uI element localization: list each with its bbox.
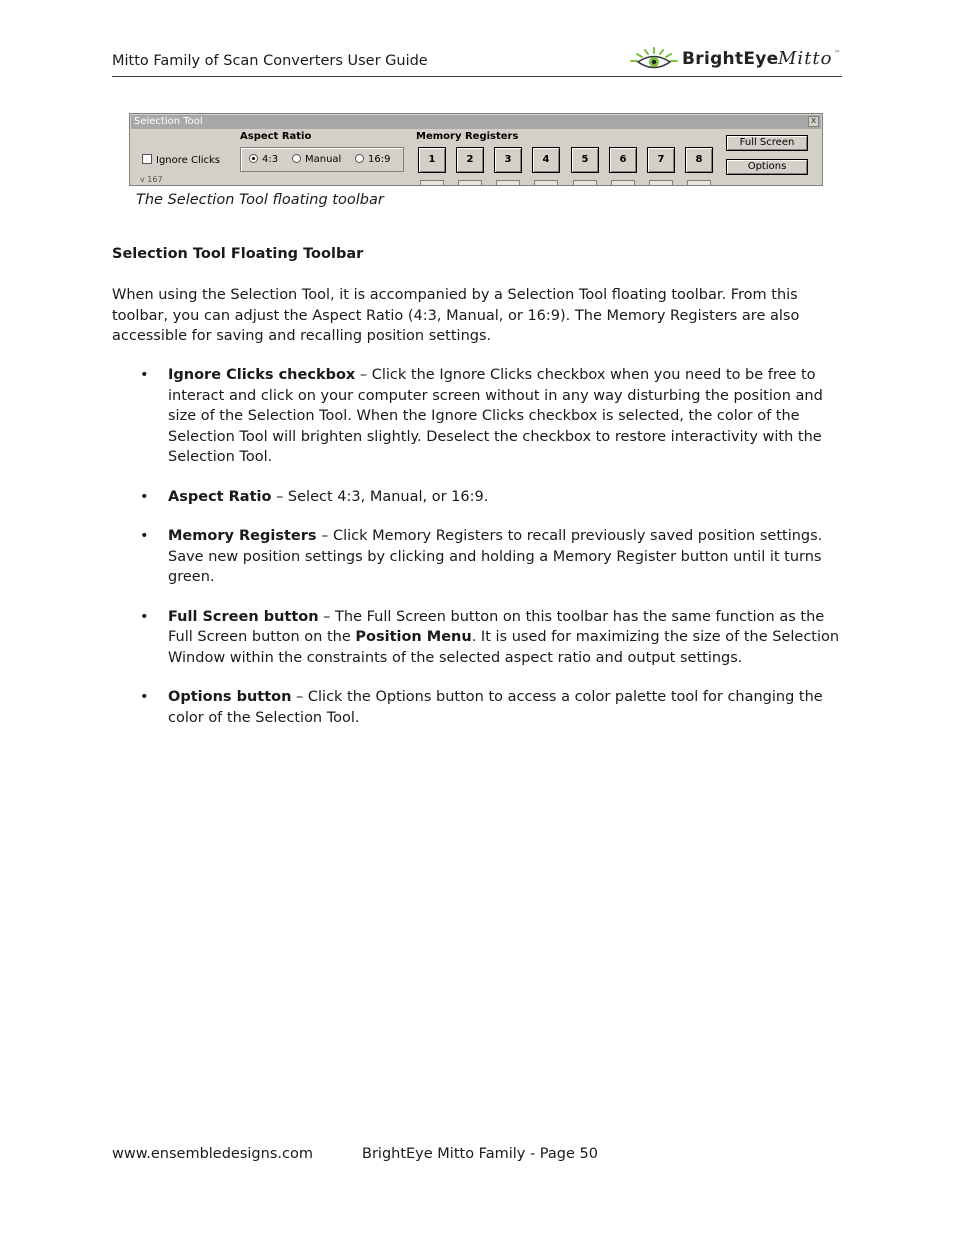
bullet-text: – Click the Options button to access a color palette tool for changing the color of the Selection Tool. (168, 689, 823, 726)
logo-product-text: Mitto (778, 48, 833, 69)
section-heading: Selection Tool Floating Toolbar (112, 246, 364, 262)
list-item (112, 607, 844, 669)
radio-icon[interactable] (292, 154, 301, 163)
full-screen-button[interactable]: Full Screen (726, 135, 808, 151)
options-button[interactable]: Options (726, 159, 808, 175)
header-rule (112, 76, 842, 77)
memory-register-6-button[interactable]: 6 (609, 147, 637, 173)
aspect-ratio-group (240, 147, 404, 172)
bullet-text: – Select 4:3, Manual, or 16:9. (271, 488, 489, 505)
version-label: v 167 (140, 175, 163, 184)
brighteye-mitto-logo (628, 46, 842, 74)
list-item (112, 526, 844, 588)
memory-register-indicator (649, 180, 673, 185)
bullet-glyph: • (140, 528, 149, 544)
bullet-text: – Click the Ignore Clicks checkbox when you need to be free to interact and click on your computer screen without in any way disturbing the position and size of the Selection Tool. When the Ignore Clicks checkbox is selected, the color of the Selection Tool will brighten slightly. Deselect the checkbox to restore interactivity with the Selection Tool. (168, 367, 823, 465)
bullet-term: Aspect Ratio (168, 488, 272, 505)
page-header-title: Mitto Family of Scan Converters User Guide (112, 53, 428, 69)
bullet-term: Options button (168, 689, 292, 705)
ignore-clicks-label: Ignore Clicks (156, 155, 221, 166)
aspect-ratio-label: Aspect Ratio (240, 131, 312, 142)
memory-register-8-button[interactable]: 8 (685, 147, 713, 173)
selection-tool-toolbar (129, 113, 823, 186)
memory-register-indicator (573, 180, 597, 185)
ignore-clicks-checkbox[interactable] (142, 154, 220, 166)
bullet-glyph: • (140, 367, 149, 383)
list-item (112, 687, 844, 728)
checkbox-box[interactable] (142, 154, 152, 164)
memory-register-1-button[interactable]: 1 (418, 147, 446, 173)
bullet-text: . It is used for maximizing the size of the Selection Window within the constraints of the selected aspect ratio and output settings. (168, 629, 840, 666)
memory-register-7-button[interactable]: 7 (647, 147, 675, 173)
radio-icon[interactable] (355, 154, 364, 163)
radio-manual[interactable] (292, 154, 341, 165)
radio-label-16-9: 16:9 (368, 154, 391, 165)
intro-paragraph: When using the Selection Tool, it is accompanied by a Selection Tool floating toolbar. From this toolbar, you can adjust the Aspect Ratio (4:3, Manual, or 16:9). The Memory Registers are also accessible for saving and recalling position settings. (112, 287, 800, 344)
bullet-glyph: • (140, 689, 149, 705)
bullet-term-position-menu: Position Menu (355, 629, 472, 645)
close-icon[interactable]: x (808, 116, 819, 127)
list-item (112, 365, 844, 468)
list-item (112, 487, 844, 508)
radio-label-4-3: 4:3 (262, 154, 279, 165)
toolbar-title-bar[interactable] (131, 115, 821, 129)
radio-16-9[interactable] (355, 154, 390, 165)
figure-caption: The Selection Tool floating toolbar (136, 192, 384, 208)
logo-brand-text: BrightEye (682, 49, 779, 69)
memory-register-indicator (611, 180, 635, 185)
memory-register-indicator (496, 180, 520, 185)
memory-register-indicator (420, 180, 444, 185)
bullet-text: – The Full Screen button on this toolbar has the same function as the Full Screen button on the (168, 608, 825, 645)
radio-selected-icon[interactable] (249, 154, 258, 163)
memory-register-indicator (534, 180, 558, 185)
eye-icon (628, 46, 680, 74)
memory-register-indicator (687, 180, 711, 185)
feature-list (112, 365, 844, 747)
memory-register-4-button[interactable]: 4 (532, 147, 560, 173)
footer-website-link[interactable]: www.ensembledesigns.com (112, 1146, 313, 1162)
bullet-term: Full Screen button (168, 608, 319, 625)
bullet-term: Memory Registers (168, 528, 317, 544)
bullet-glyph: • (140, 608, 149, 625)
footer-page-number: BrightEye Mitto Family - Page 50 (362, 1146, 598, 1162)
memory-register-3-button[interactable]: 3 (494, 147, 522, 173)
radio-4-3[interactable] (249, 154, 278, 165)
memory-register-indicator (458, 180, 482, 185)
bullet-glyph: • (140, 488, 149, 505)
bullet-term: Ignore Clicks checkbox (168, 367, 356, 383)
radio-label-manual: Manual (305, 154, 342, 165)
logo-trademark: ™ (834, 50, 840, 57)
memory-register-2-button[interactable]: 2 (456, 147, 484, 173)
toolbar-title: Selection Tool (134, 116, 203, 127)
memory-registers-label: Memory Registers (416, 131, 519, 142)
bullet-text: – Click Memory Registers to recall previously saved position settings. Save new position settings by clicking and holding a Memory Register button until it turns green. (168, 528, 823, 585)
memory-register-5-button[interactable]: 5 (571, 147, 599, 173)
